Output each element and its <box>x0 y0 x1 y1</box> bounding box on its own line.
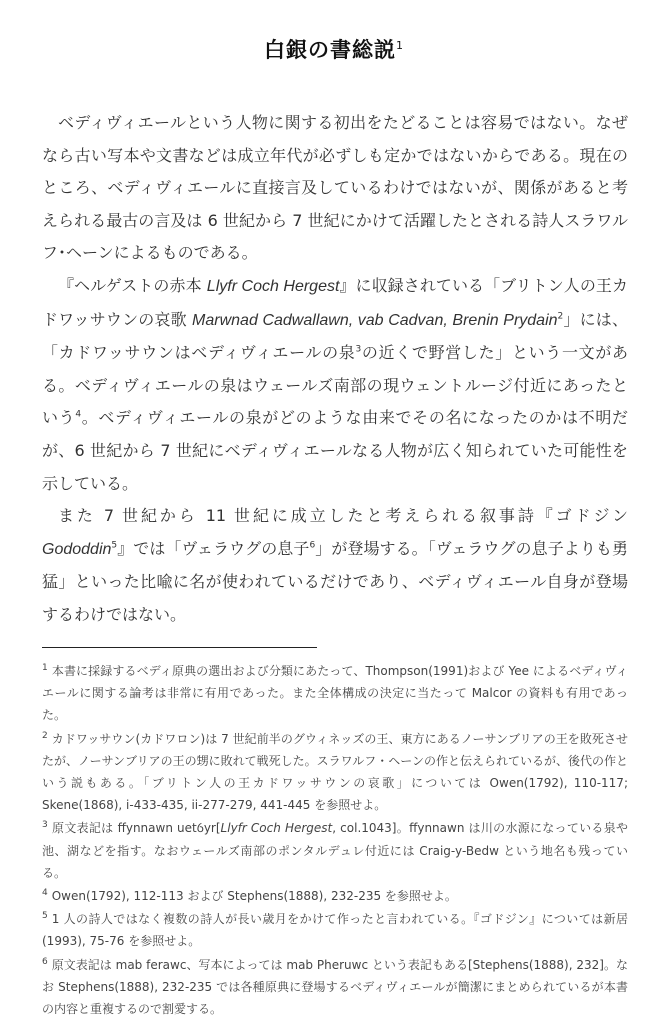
footnote-5 <box>42 908 628 952</box>
title-text: 白銀の書総説 <box>264 38 396 62</box>
paragraph-1: ベディヴィエールという人物に関する初出をたどることは容易ではない。なぜなら古い写本や文書などは成立年代が必ずしも定かではないからである。現在のところ、ベディヴィエールに直接言及しているわけではないが、関係があると考えられる最古の言及は 6 世紀から 7 世紀にかけて活躍したとされる詩人スラワルフ･ヘーンによるものである。 <box>42 113 628 263</box>
footnote-3-text-b: , col.1043]。ffynnawn は川の水源になっている泉や池、湖などを指す。なおウェールズ南部のポンタルデュレ付近には Craig-y-Bedw という地名も残っている。 <box>42 821 628 880</box>
title-gododdin: Gododdin <box>42 540 112 558</box>
footnote-5-mark: 5 <box>42 911 48 922</box>
main-text <box>42 107 628 632</box>
footnote-4-mark: 4 <box>42 888 48 899</box>
paragraph-3-text-c: 」が登場する。「ヴェラウグの息子よりも勇猛」といった比喩に名が使われているだけであり、ベディヴィエール自身が登場するわけではない。 <box>42 538 628 624</box>
footnote-ref-2[interactable]: 2 <box>557 311 564 322</box>
footnote-6 <box>42 954 628 1021</box>
paragraph-2-text-c: 」には、「カドワッサウンはベディヴィエールの泉 <box>42 309 628 363</box>
footnote-5-text: 1 人の詩人ではなく複数の詩人が長い歳月をかけて作ったと言われている。『ゴドジン』については新居(1993), 75-76 を参照せよ。 <box>42 912 628 949</box>
footnote-6-text: 原文表記は mab ferawc、写本によっては mab Pheruwc という表記もある[Stephens(1888), 232]。なお Stephens(1888), 232-235 では各種原典に登場するベディヴィエールが簡潔にまとめられているが本書の内容と重複するので割愛する。 <box>42 957 628 1017</box>
title-marwnad-cadwallawn: Marwnad Cadwallawn, vab Cadvan, Brenin Prydain <box>192 311 558 329</box>
title-llyfr-coch-hergest: Llyfr Coch Hergest <box>206 277 340 295</box>
paragraph-3-text-b: 』では「ヴェラウグの息子 <box>117 538 310 558</box>
footnote-1-text: 本書に採録するベディ原典の選出および分類にあたって、Thompson(1991)および Yee によるベディヴィエールに関する論考は非常に有用であった。また全体構成の決定に当たって Malcor の資料も有用であった。 <box>42 664 628 723</box>
footnote-divider <box>42 647 317 648</box>
footnote-3-text-a: 原文表記は ffynnawn uetỽyr[ <box>51 821 221 836</box>
paragraph-2-text-a: 『ヘルゲストの赤本 <box>58 275 207 295</box>
footnote-1 <box>42 660 628 727</box>
footnote-ref-4[interactable]: 4 <box>75 410 82 421</box>
footnote-3-mark: 3 <box>42 820 48 831</box>
paragraph-2-text-b: 』に収録されている「ブリトン人の王カドワッサウンの哀歌 <box>42 275 628 329</box>
footnote-6-mark: 6 <box>42 956 48 967</box>
footnote-4-text: Owen(1792), 112-113 および Stephens(1888), 232-235 を参照せよ。 <box>51 889 457 904</box>
footnote-1-mark: 1 <box>42 663 48 673</box>
paragraph-2-text-e: 。ベディヴィエールの泉がどのような由来でその名になったのかは不明だが、6 世紀から 7 世紀にベディヴィエールなる人物が広く知られていた可能性を示している。 <box>42 408 628 493</box>
footnote-ref-1[interactable]: 1 <box>396 39 404 52</box>
footnote-ref-6[interactable]: 6 <box>309 540 316 551</box>
footnote-3 <box>42 817 628 884</box>
footnote-2-text: カドワッサウン(カドワロン)は 7 世紀前半のグウィネッズの王、東方にあるノーサンブリアの王を敗死させたが、ノーサンブリアの王の甥に敗れて戦死した。スラワルフ・ヘーンの作と伝えられているが、後代の作という説もある。「ブリトン人の王カドワッサウンの哀歌」については Owen(1792), 110-117; Skene(1868), i-433-435, ii-277-279, 441-445 を参照せよ。 <box>42 731 628 813</box>
paragraph-2-text-d: の近くで野営した」という一文がある。ベディヴィエールの泉はウェールズ南部の現ウェントルージ付近にあったという <box>42 343 628 428</box>
page-title <box>0 34 668 64</box>
paragraph-3 <box>42 500 628 631</box>
footnote-ref-5[interactable]: 5 <box>111 540 118 551</box>
footnote-2 <box>42 728 628 817</box>
footnote-ref-3[interactable]: 3 <box>355 344 362 355</box>
footnote-3-italic: Llyfr Coch Hergest <box>220 821 333 836</box>
paragraph-2 <box>42 270 628 500</box>
footnote-4 <box>42 885 628 907</box>
paragraph-3-text-a: また 7 世紀から 11 世紀に成立したと考えられる叙事詩『ゴドジン <box>58 506 628 526</box>
footnote-2-mark: 2 <box>42 730 48 741</box>
footnotes <box>42 660 628 1021</box>
